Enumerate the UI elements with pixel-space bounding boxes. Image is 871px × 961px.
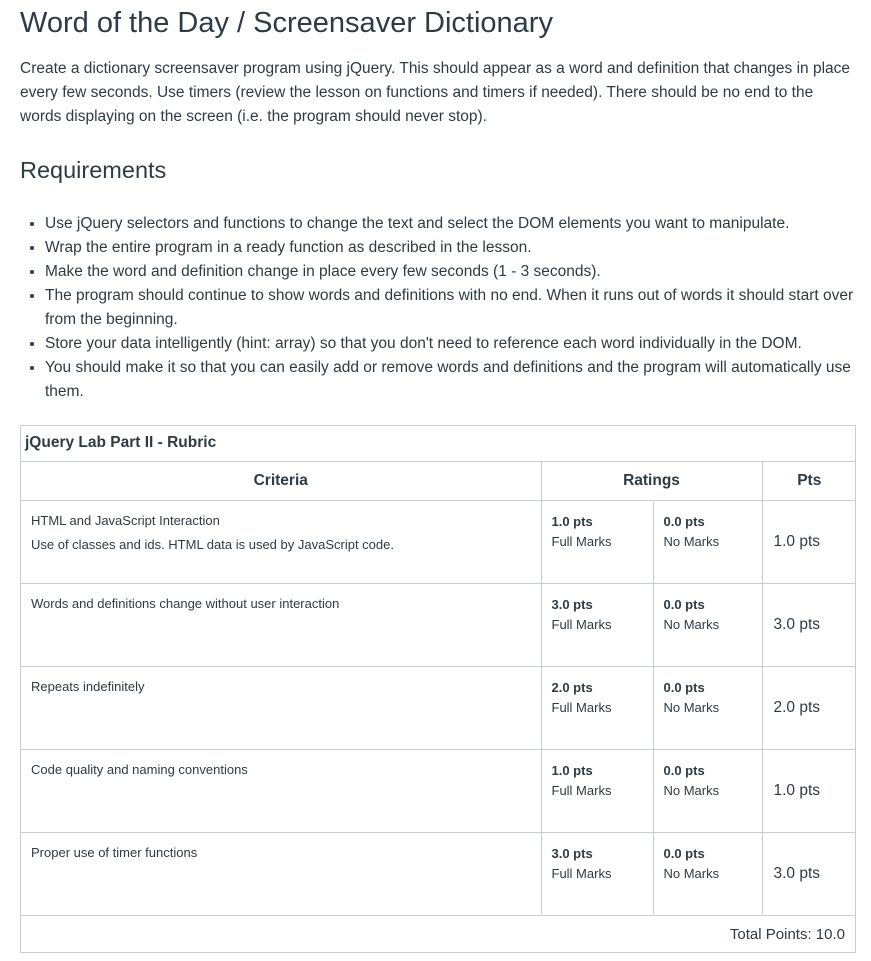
rating-label: No Marks: [663, 866, 720, 881]
criterion-points: 3.0 pts: [762, 584, 856, 667]
rubric: [20, 425, 856, 953]
criterion-points: 1.0 pts: [762, 750, 856, 833]
rating-label: Full Marks: [551, 783, 612, 798]
rating-points: 0.0 pts: [663, 514, 705, 529]
rating-label: No Marks: [663, 617, 720, 632]
rating-full-marks: [542, 750, 653, 801]
ratings-header: Ratings: [541, 462, 762, 501]
rubric-title: jQuery Lab Part II - Rubric: [25, 434, 217, 451]
rubric-row: [21, 750, 856, 833]
criterion-title: Words and definitions change without user interaction: [31, 596, 340, 611]
rubric-header-row: [21, 462, 856, 501]
criterion-description: Use of classes and ids. HTML data is used by JavaScript code.: [31, 537, 394, 552]
rating-full-marks: [542, 667, 653, 718]
rating-points: 3.0 pts: [551, 846, 593, 861]
rating-points: 0.0 pts: [663, 846, 705, 861]
criterion-title: Code quality and naming conventions: [31, 762, 248, 777]
rubric-total-points: Total Points: 10.0: [729, 926, 845, 943]
requirement-item: • Make the word and definition change in place every few seconds (1 - 3 seconds).: [45, 260, 871, 284]
rating-no-marks: [654, 667, 762, 718]
requirements-list: [20, 212, 871, 404]
rubric-row: [21, 501, 856, 584]
criteria-header: Criteria: [21, 462, 541, 501]
rating-full-marks: [542, 584, 653, 635]
rating-label: Full Marks: [551, 617, 612, 632]
rating-no-marks: [654, 584, 762, 635]
criterion-title: HTML and JavaScript Interaction: [31, 513, 220, 528]
criterion-points: 3.0 pts: [762, 833, 856, 916]
rating-points: 2.0 pts: [551, 680, 593, 695]
rating-points: 0.0 pts: [663, 763, 705, 778]
criterion-points: 2.0 pts: [762, 667, 856, 750]
requirements-heading: Requirements: [20, 157, 167, 183]
rubric-table: [21, 461, 856, 916]
rating-label: No Marks: [663, 700, 720, 715]
rating-label: No Marks: [663, 783, 720, 798]
rating-no-marks: [654, 750, 762, 801]
rating-label: Full Marks: [551, 866, 612, 881]
rating-label: No Marks: [663, 534, 720, 549]
rating-no-marks: [654, 501, 762, 552]
assignment-description: Create a dictionary screensaver program using jQuery. This should appear as a word and definition that changes in place every few seconds. Use timers (review the lesson on functions and timers if needed). There should be no end to the words displaying on the screen (i.e. the program should never stop).: [20, 60, 851, 125]
rating-full-marks: [542, 501, 653, 552]
rating-points: 1.0 pts: [551, 514, 593, 529]
rubric-row: [21, 584, 856, 667]
requirement-item: • Store your data intelligently (hint: array) so that you don't need to reference each word individually in the DOM.: [45, 332, 871, 356]
rating-label: Full Marks: [551, 534, 612, 549]
rating-full-marks: [542, 833, 653, 884]
rating-no-marks: [654, 833, 762, 884]
requirement-item: • Use jQuery selectors and functions to change the text and select the DOM elements you want to manipulate.: [45, 212, 871, 236]
requirement-item: • You should make it so that you can easily add or remove words and definitions and the program will automatically use them.: [45, 356, 871, 404]
requirement-item: • The program should continue to show words and definitions with no end. When it runs out of words it should start over from the beginning.: [45, 284, 871, 332]
rubric-row: [21, 667, 856, 750]
page-title: Word of the Day / Screensaver Dictionary: [20, 7, 553, 39]
requirement-item: • Wrap the entire program in a ready function as described in the lesson.: [45, 236, 871, 260]
rating-points: 1.0 pts: [551, 763, 593, 778]
pts-header: Pts: [762, 462, 856, 501]
criterion-title: Proper use of timer functions: [31, 845, 198, 860]
rating-points: 0.0 pts: [663, 597, 705, 612]
rubric-row: [21, 833, 856, 916]
rating-label: Full Marks: [551, 700, 612, 715]
criterion-title: Repeats indefinitely: [31, 679, 145, 694]
rating-points: 0.0 pts: [663, 680, 705, 695]
criterion-points: 1.0 pts: [762, 501, 856, 584]
rating-points: 3.0 pts: [551, 597, 593, 612]
